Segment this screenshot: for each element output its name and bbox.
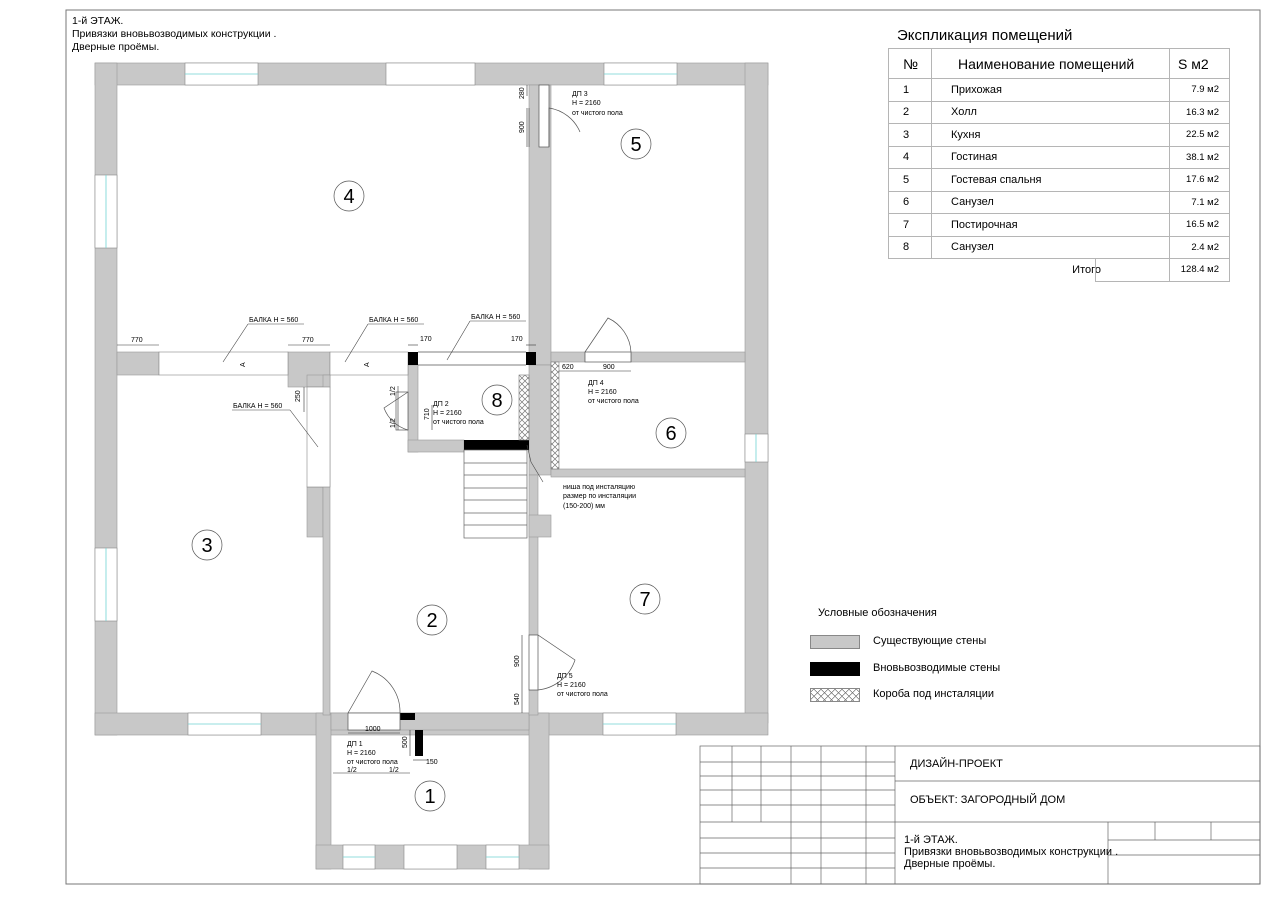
door-dp4-note: от чистого пола — [588, 398, 639, 405]
room-number-8: 8 — [491, 390, 503, 412]
sheet-header-line2: Привязки вновьвозводимых конструкции . — [72, 28, 277, 40]
stairs — [464, 450, 527, 538]
beam-openings — [159, 352, 408, 487]
dim-900-dp4: 900 — [603, 364, 615, 371]
door-dp3-note: от чистого пола — [572, 110, 623, 117]
beam-label-1: БАЛКА Н = 560 — [249, 317, 299, 324]
dim-1000: 1000 — [365, 726, 381, 733]
row-area: 22.5 м2 — [1170, 124, 1230, 147]
row-num: 7 — [889, 214, 932, 237]
row-area: 16.3 м2 — [1170, 101, 1230, 124]
door-dp4-id: ДП 4 — [588, 380, 604, 387]
beam-mark-2: А — [364, 362, 371, 367]
sheet-header-line1: 1-й ЭТАЖ. — [72, 15, 124, 27]
explication-title: Экспликация помещений — [897, 27, 1073, 44]
legend-label: Существующие стены — [873, 635, 987, 647]
row-num: 2 — [889, 101, 932, 124]
dim-half-dp1-left: 1/2 — [347, 767, 357, 774]
dim-170-right: 170 — [511, 336, 523, 343]
dim-770-mid: 770 — [302, 337, 314, 344]
table-row — [889, 236, 1230, 259]
existing-walls — [95, 63, 768, 869]
table-row — [889, 214, 1230, 237]
room-number-2: 2 — [426, 610, 438, 632]
legend-title: Условные обозначения — [818, 607, 937, 619]
beam-mark-1: А — [240, 362, 247, 367]
door-dp5-note: от чистого пола — [557, 691, 608, 698]
row-name: Холл — [932, 101, 1170, 124]
row-name: Постирочная — [932, 214, 1170, 237]
niche-note-1: ниша под инсталяцию — [563, 484, 636, 491]
dim-770-left: 770 — [131, 337, 143, 344]
title-block-sheet-line3: Дверные проёмы. — [904, 858, 996, 870]
row-area: 16.5 м2 — [1170, 214, 1230, 237]
door-dp1-height: Н = 2160 — [347, 750, 376, 757]
door-dp2-note: от чистого пола — [433, 419, 484, 426]
beam-label-4: БАЛКА Н = 560 — [233, 403, 283, 410]
row-num: 8 — [889, 236, 932, 259]
row-num: 1 — [889, 79, 932, 102]
row-name: Санузел — [932, 236, 1170, 259]
room-number-6: 6 — [665, 423, 677, 445]
door-dp5-height: Н = 2160 — [557, 682, 586, 689]
total-row — [889, 259, 1230, 282]
dim-280: 280 — [519, 87, 526, 99]
row-area: 7.9 м2 — [1170, 79, 1230, 102]
room-number-5: 5 — [630, 134, 642, 156]
dim-170-left: 170 — [420, 336, 432, 343]
door-dp2-height: Н = 2160 — [433, 410, 462, 417]
table-row — [889, 169, 1230, 192]
door-dp4-height: Н = 2160 — [588, 389, 617, 396]
total-label: Итого — [1072, 264, 1101, 276]
new-wall-swatch — [810, 662, 860, 676]
dim-710: 710 — [424, 408, 431, 420]
sheet-header — [72, 15, 276, 54]
row-area: 7.1 м2 — [1170, 191, 1230, 214]
room-number-1: 1 — [424, 786, 436, 808]
dim-900-dp3: 900 — [519, 121, 526, 133]
dim-540: 540 — [514, 693, 521, 705]
title-block-sheet — [904, 834, 1118, 870]
beam-label-2: БАЛКА Н = 560 — [369, 317, 419, 324]
row-area: 2.4 м2 — [1170, 236, 1230, 259]
col-num-header: № — [889, 49, 932, 79]
row-num: 4 — [889, 146, 932, 169]
door-dp3-height: Н = 2160 — [572, 100, 601, 107]
dim-900-dp5: 900 — [514, 655, 521, 667]
room-number-4: 4 — [343, 186, 355, 208]
explication-table — [888, 48, 1230, 282]
door-dp3-id: ДП 3 — [572, 91, 588, 98]
dim-150: 150 — [426, 759, 438, 766]
table-row — [889, 191, 1230, 214]
row-name: Гостиная — [932, 146, 1170, 169]
title-block-sheet-line1: 1-й ЭТАЖ. — [904, 834, 958, 846]
row-name: Санузел — [932, 191, 1170, 214]
title-block-sheet-line2: Привязки вновьвозводимых конструкции . — [904, 846, 1119, 858]
door-dp5-id: ДП 5 — [557, 673, 573, 680]
explication-header-row — [889, 49, 1230, 79]
row-area: 17.6 м2 — [1170, 169, 1230, 192]
dim-half-dp2-bottom: 1/2 — [390, 418, 397, 428]
table-row — [889, 79, 1230, 102]
total-label-cell — [932, 259, 1170, 282]
table-row — [889, 146, 1230, 169]
windows — [95, 63, 768, 869]
door-dp2-id: ДП 2 — [433, 401, 449, 408]
niche-note-3: (150-200) мм — [563, 503, 605, 510]
legend-label: Короба под инсталяции — [873, 688, 995, 700]
col-area-header: S м2 — [1170, 49, 1230, 79]
table-row — [889, 101, 1230, 124]
row-area: 38.1 м2 — [1170, 146, 1230, 169]
dim-250: 250 — [295, 390, 302, 402]
dim-500: 500 — [402, 736, 409, 748]
door-dp1-id: ДП 1 — [347, 741, 363, 748]
dim-620: 620 — [562, 364, 574, 371]
door-dp1-note: от чистого пола — [347, 759, 398, 766]
legend-label: Вновьвозводимые стены — [873, 662, 1001, 674]
beam-label-3: БАЛКА Н = 560 — [471, 314, 521, 321]
dim-half-dp2-top: 1/2 — [390, 386, 397, 396]
room-number-7: 7 — [639, 589, 651, 611]
room-number-3: 3 — [201, 535, 213, 557]
title-block-object: ОБЪЕКТ: ЗАГОРОДНЫЙ ДОМ — [910, 794, 1066, 806]
row-num: 6 — [889, 191, 932, 214]
table-row — [889, 124, 1230, 147]
col-name-header: Наименование помещений — [932, 49, 1170, 79]
niche-note-2: размер по инсталяции — [563, 493, 637, 500]
sheet-header-line3: Дверные проёмы. — [72, 41, 160, 53]
total-area: 128.4 м2 — [1170, 259, 1230, 282]
row-name: Кухня — [932, 124, 1170, 147]
row-num: 5 — [889, 169, 932, 192]
dim-half-dp1-right: 1/2 — [389, 767, 399, 774]
row-name: Гостевая спальня — [932, 169, 1170, 192]
hatch-swatch — [810, 688, 860, 702]
row-name: Прихожая — [932, 79, 1170, 102]
title-block-project: ДИЗАЙН-ПРОЕКТ — [910, 758, 1003, 770]
row-num: 3 — [889, 124, 932, 147]
existing-wall-swatch — [810, 635, 860, 649]
